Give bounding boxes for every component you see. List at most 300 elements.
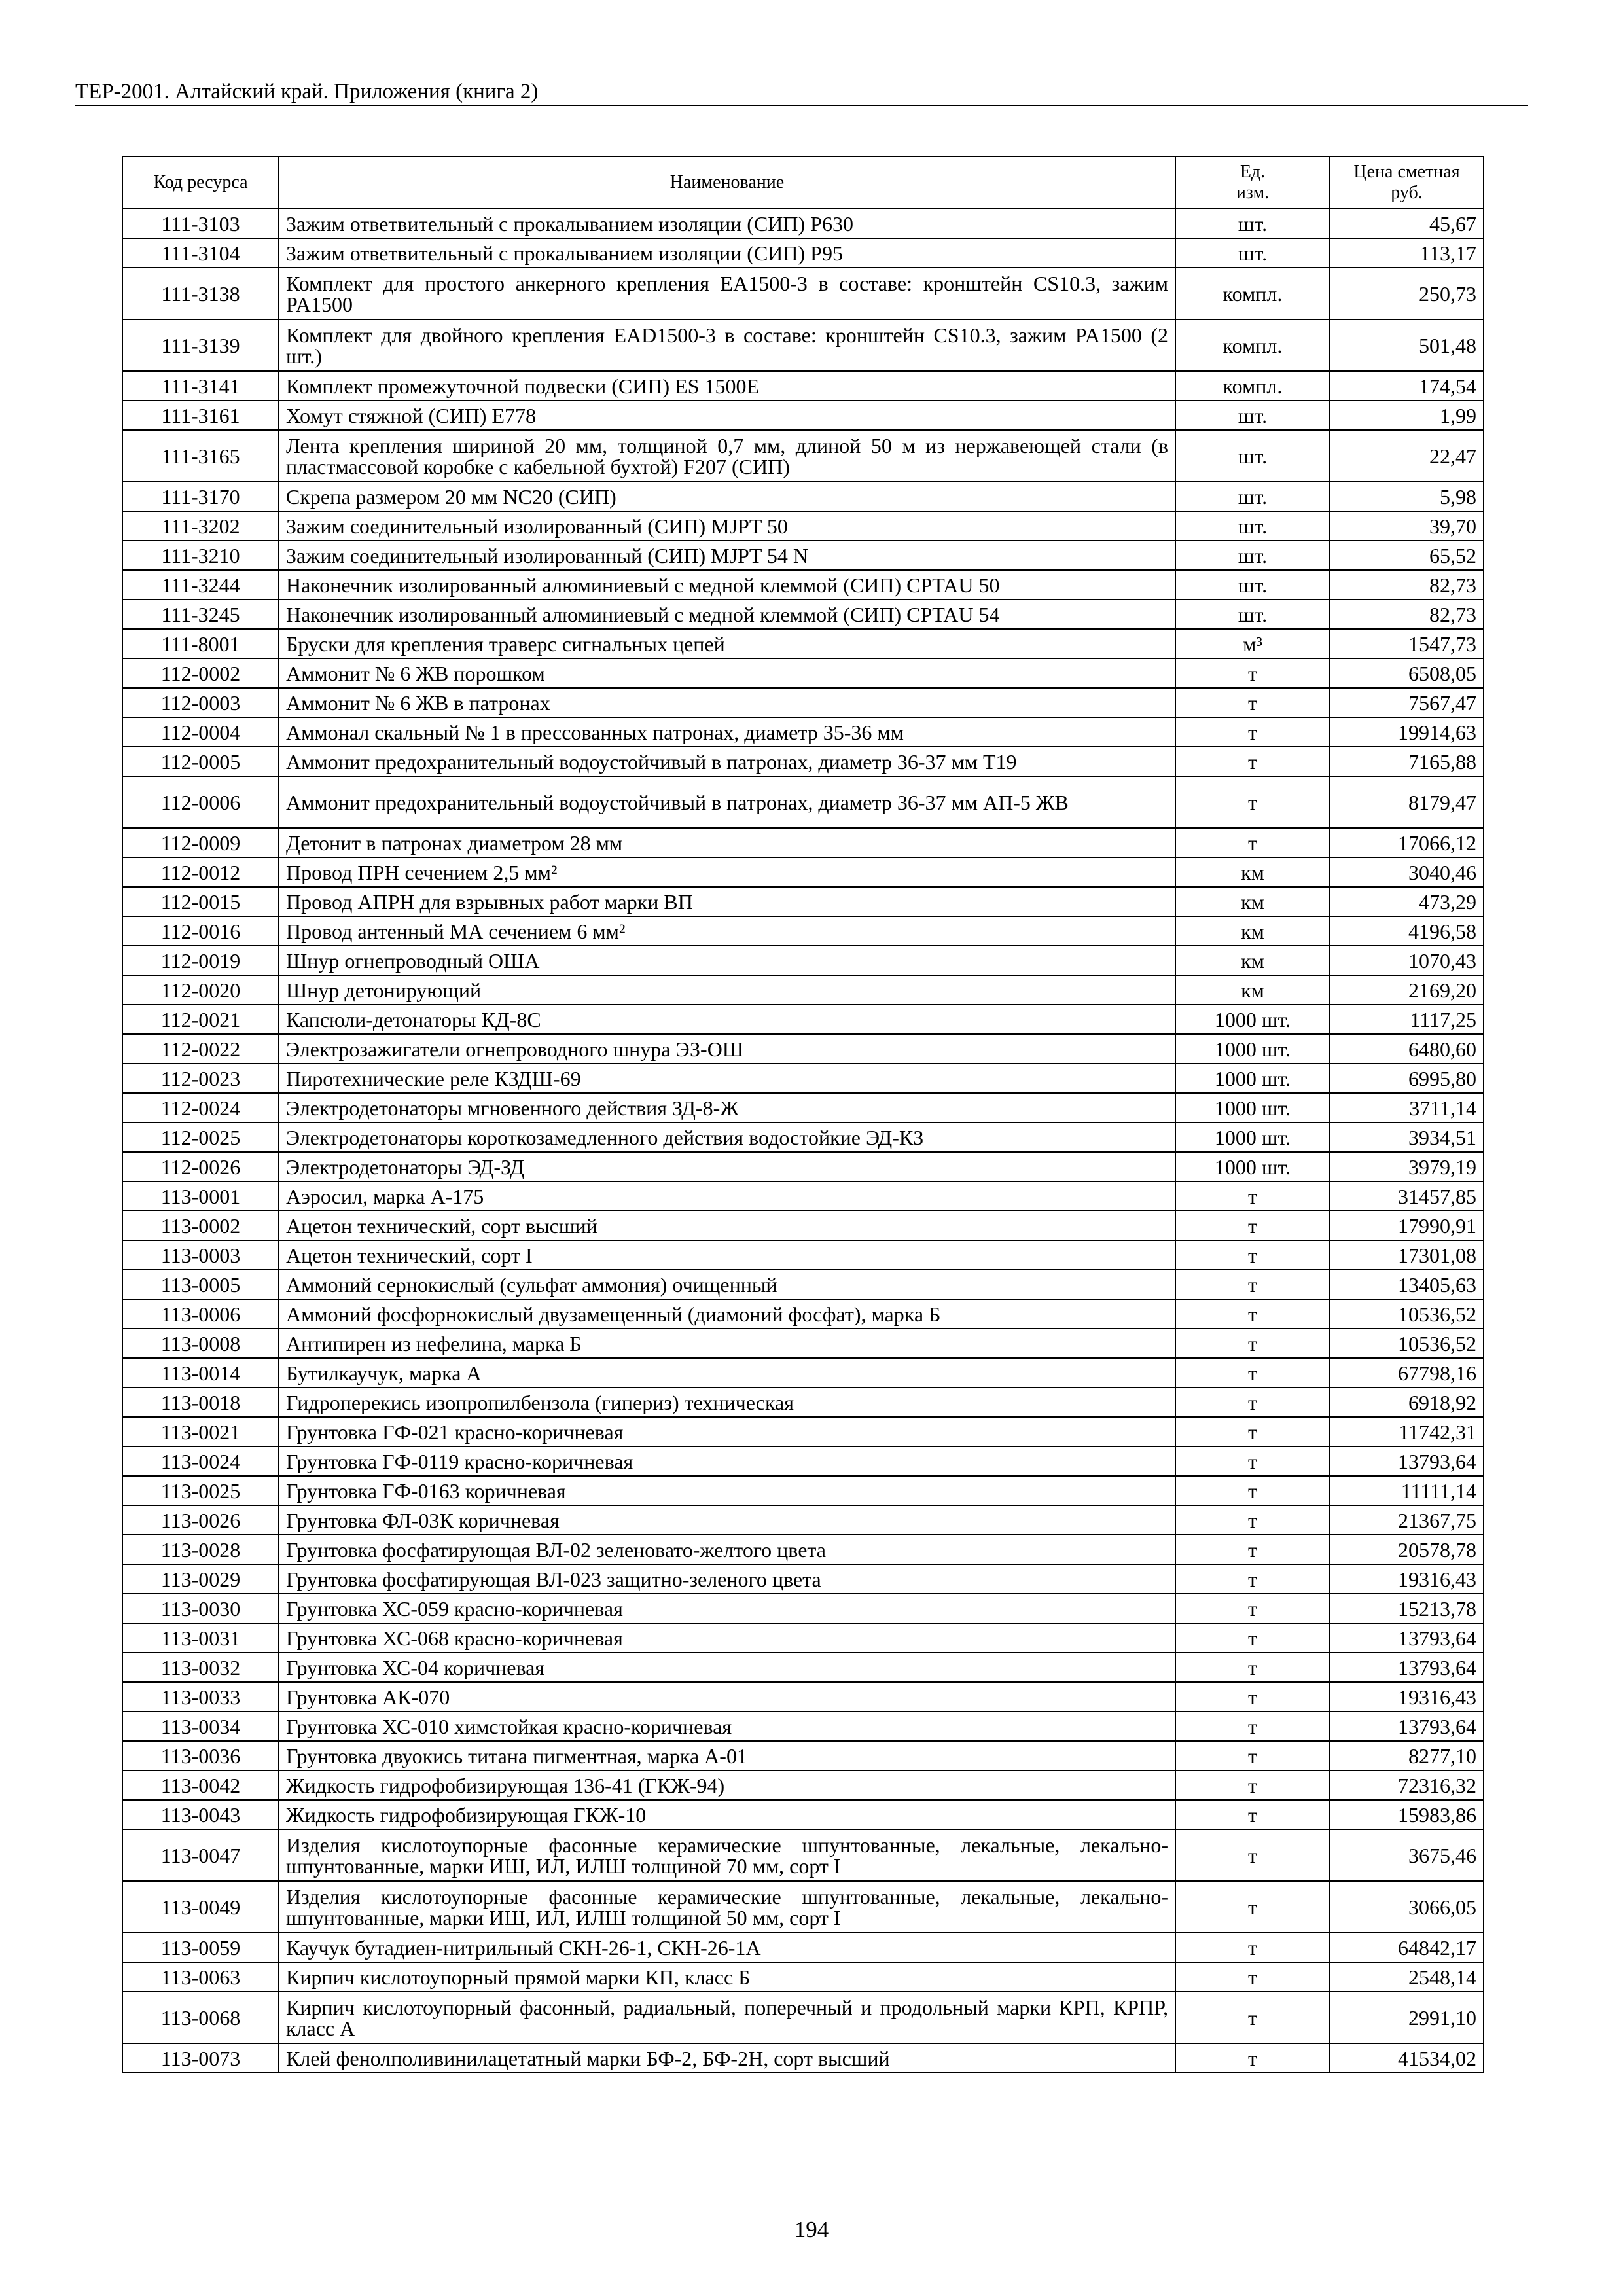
cell-code: 112-0005 [122, 747, 279, 776]
cell-price: 21367,75 [1330, 1505, 1484, 1535]
cell-price: 2991,10 [1330, 1992, 1484, 2043]
cell-code: 113-0025 [122, 1476, 279, 1505]
cell-unit: 1000 шт. [1175, 1152, 1330, 1181]
table-row [122, 658, 1484, 688]
table-row [122, 1741, 1484, 1770]
cell-price: 113,17 [1330, 238, 1484, 268]
table-row [122, 629, 1484, 658]
cell-unit: т [1175, 1881, 1330, 1933]
cell-price: 20578,78 [1330, 1535, 1484, 1564]
cell-code: 113-0029 [122, 1564, 279, 1594]
table-row [122, 1881, 1484, 1933]
cell-price: 6995,80 [1330, 1064, 1484, 1093]
table-row [122, 1152, 1484, 1181]
cell-price: 11111,14 [1330, 1476, 1484, 1505]
table-row [122, 1962, 1484, 1992]
table-row [122, 916, 1484, 946]
cell-name: Зажим соединительный изолированный (СИП) MJPT 54 N [279, 541, 1175, 570]
cell-price: 7567,47 [1330, 688, 1484, 717]
cell-unit: т [1175, 688, 1330, 717]
cell-code: 113-0026 [122, 1505, 279, 1535]
table-row [122, 1270, 1484, 1299]
cell-name: Скрепа размером 20 мм NC20 (СИП) [279, 482, 1175, 511]
cell-price: 15983,86 [1330, 1800, 1484, 1829]
cell-unit: т [1175, 1446, 1330, 1476]
cell-name: Кирпич кислотоупорный фасонный, радиальный, поперечный и продольный марки КРП, КРПР, класс А [279, 1992, 1175, 2043]
cell-unit: т [1175, 747, 1330, 776]
cell-name: Провод АПРН для взрывных работ марки ВП [279, 887, 1175, 916]
cell-unit: т [1175, 1505, 1330, 1535]
table-row [122, 1034, 1484, 1064]
cell-name: Хомут стяжной (СИП) Е778 [279, 401, 1175, 430]
cell-unit: т [1175, 1240, 1330, 1270]
cell-name: Грунтовка фосфатирующая ВЛ-023 защитно-зеленого цвета [279, 1564, 1175, 1594]
cell-price: 6918,92 [1330, 1388, 1484, 1417]
column-header-unit [1175, 156, 1330, 209]
cell-price: 65,52 [1330, 541, 1484, 570]
cell-name: Электродетонаторы ЭД-ЗД [279, 1152, 1175, 1181]
cell-unit: 1000 шт. [1175, 1034, 1330, 1064]
cell-unit: компл. [1175, 319, 1330, 371]
cell-price: 10536,52 [1330, 1329, 1484, 1358]
cell-name: Провод антенный МА сечением 6 мм² [279, 916, 1175, 946]
cell-code: 111-3245 [122, 600, 279, 629]
cell-name: Гидроперекись изопропилбензола (гипериз) техническая [279, 1388, 1175, 1417]
cell-unit: т [1175, 1933, 1330, 1962]
table-row [122, 1800, 1484, 1829]
cell-code: 113-0033 [122, 1682, 279, 1712]
table-row [122, 1122, 1484, 1152]
cell-price: 19316,43 [1330, 1682, 1484, 1712]
cell-price: 13793,64 [1330, 1712, 1484, 1741]
cell-code: 111-3103 [122, 209, 279, 238]
cell-name: Аммоний сернокислый (сульфат аммония) очищенный [279, 1270, 1175, 1299]
column-header-unit-line1: Ед. [1240, 162, 1266, 182]
cell-name: Аммонит № 6 ЖВ в патронах [279, 688, 1175, 717]
cell-unit: м³ [1175, 629, 1330, 658]
cell-unit: т [1175, 1299, 1330, 1329]
cell-name: Наконечник изолированный алюминиевый с медной клеммой (СИП) CPTAU 50 [279, 570, 1175, 600]
table-row [122, 1476, 1484, 1505]
table-row [122, 1388, 1484, 1417]
cell-price: 22,47 [1330, 430, 1484, 482]
cell-code: 113-0034 [122, 1712, 279, 1741]
cell-code: 111-3138 [122, 268, 279, 319]
cell-unit: шт. [1175, 430, 1330, 482]
table-row [122, 401, 1484, 430]
column-header-code: Код ресурса [122, 156, 279, 209]
cell-name: Жидкость гидрофобизирующая ГКЖ-10 [279, 1800, 1175, 1829]
cell-price: 13405,63 [1330, 1270, 1484, 1299]
cell-unit: 1000 шт. [1175, 1093, 1330, 1122]
cell-name: Зажим ответвительный с прокалыванием изоляции (СИП) Р630 [279, 209, 1175, 238]
cell-code: 111-3104 [122, 238, 279, 268]
cell-price: 17301,08 [1330, 1240, 1484, 1270]
cell-name: Аммонит предохранительный водоустойчивый в патронах, диаметр 36-37 мм Т19 [279, 747, 1175, 776]
running-header: ТЕР-2001. Алтайский край. Приложения (книга 2) [75, 80, 539, 103]
cell-price: 10536,52 [1330, 1299, 1484, 1329]
cell-unit: шт. [1175, 482, 1330, 511]
table-row [122, 1505, 1484, 1535]
cell-unit: т [1175, 1741, 1330, 1770]
cell-name: Капсюли-детонаторы КД-8С [279, 1005, 1175, 1034]
table-row [122, 1564, 1484, 1594]
cell-price: 501,48 [1330, 319, 1484, 371]
cell-name: Комплект для двойного крепления EAD1500-3 в составе: кронштейн CS10.3, зажим PA1500 (2 шт.) [279, 319, 1175, 371]
cell-name: Наконечник изолированный алюминиевый с медной клеммой (СИП) CPTAU 54 [279, 600, 1175, 629]
cell-code: 113-0068 [122, 1992, 279, 2043]
cell-name: Шнур детонирующий [279, 975, 1175, 1005]
cell-price: 174,54 [1330, 371, 1484, 401]
cell-code: 112-0009 [122, 828, 279, 857]
cell-code: 113-0018 [122, 1388, 279, 1417]
cell-code: 113-0005 [122, 1270, 279, 1299]
cell-code: 112-0006 [122, 776, 279, 828]
cell-unit: т [1175, 1181, 1330, 1211]
table-row [122, 1329, 1484, 1358]
cell-unit: км [1175, 975, 1330, 1005]
cell-name: Каучук бутадиен-нитрильный СКН-26-1, СКН-26-1А [279, 1933, 1175, 1962]
table-row [122, 600, 1484, 629]
table-row [122, 1594, 1484, 1623]
table-row [122, 1211, 1484, 1240]
table-row [122, 1446, 1484, 1476]
cell-name: Изделия кислотоупорные фасонные керамические шпунтованные, лекальные, лекально-шпунтованные, марки ИШ, ИЛ, ИЛШ толщиной 70 мм, сорт I [279, 1829, 1175, 1881]
cell-unit: т [1175, 1594, 1330, 1623]
cell-unit: шт. [1175, 209, 1330, 238]
cell-price: 4196,58 [1330, 916, 1484, 946]
cell-price: 5,98 [1330, 482, 1484, 511]
cell-unit: т [1175, 717, 1330, 747]
table-row [122, 1992, 1484, 2043]
cell-name: Грунтовка АК-070 [279, 1682, 1175, 1712]
cell-code: 113-0049 [122, 1881, 279, 1933]
cell-code: 111-3202 [122, 511, 279, 541]
cell-unit: т [1175, 1992, 1330, 2043]
cell-unit: т [1175, 1770, 1330, 1800]
cell-code: 113-0024 [122, 1446, 279, 1476]
table-row [122, 511, 1484, 541]
cell-unit: т [1175, 1829, 1330, 1881]
table-row [122, 688, 1484, 717]
table-row [122, 776, 1484, 828]
cell-price: 31457,85 [1330, 1181, 1484, 1211]
cell-code: 112-0012 [122, 857, 279, 887]
cell-code: 111-8001 [122, 629, 279, 658]
cell-unit: т [1175, 1962, 1330, 1992]
table-row [122, 1933, 1484, 1962]
cell-price: 6480,60 [1330, 1034, 1484, 1064]
cell-price: 64842,17 [1330, 1933, 1484, 1962]
table-row [122, 1712, 1484, 1741]
table-row [122, 1623, 1484, 1653]
cell-code: 112-0019 [122, 946, 279, 975]
cell-price: 3675,46 [1330, 1829, 1484, 1881]
cell-name: Грунтовка ГФ-0119 красно-коричневая [279, 1446, 1175, 1476]
cell-unit: т [1175, 1800, 1330, 1829]
cell-code: 113-0001 [122, 1181, 279, 1211]
cell-price: 19914,63 [1330, 717, 1484, 747]
cell-unit: шт. [1175, 570, 1330, 600]
cell-name: Грунтовка ХС-068 красно-коричневая [279, 1623, 1175, 1653]
cell-unit: т [1175, 658, 1330, 688]
cell-code: 113-0042 [122, 1770, 279, 1800]
cell-unit: т [1175, 1682, 1330, 1712]
cell-name: Пиротехнические реле КЗДШ-69 [279, 1064, 1175, 1093]
cell-code: 112-0024 [122, 1093, 279, 1122]
cell-code: 113-0030 [122, 1594, 279, 1623]
table-row [122, 887, 1484, 916]
cell-price: 17990,91 [1330, 1211, 1484, 1240]
cell-name: Грунтовка ХС-04 коричневая [279, 1653, 1175, 1682]
cell-code: 113-0031 [122, 1623, 279, 1653]
cell-code: 111-3161 [122, 401, 279, 430]
cell-code: 111-3210 [122, 541, 279, 570]
cell-name: Грунтовка ФЛ-03К коричневая [279, 1505, 1175, 1535]
cell-code: 113-0073 [122, 2043, 279, 2073]
table-row [122, 2043, 1484, 2073]
cell-name: Аммонит предохранительный водоустойчивый в патронах, диаметр 36-37 мм АП-5 ЖВ [279, 776, 1175, 828]
cell-price: 1,99 [1330, 401, 1484, 430]
cell-unit: шт. [1175, 401, 1330, 430]
table-row [122, 1535, 1484, 1564]
cell-name: Электродетонаторы короткозамедленного действия водостойкие ЭД-КЗ [279, 1122, 1175, 1152]
table-row [122, 1770, 1484, 1800]
cell-unit: т [1175, 2043, 1330, 2073]
cell-name: Грунтовка двуокись титана пигментная, марка А-01 [279, 1741, 1175, 1770]
cell-unit: т [1175, 776, 1330, 828]
cell-name: Грунтовка фосфатирующая ВЛ-02 зеленовато-желтого цвета [279, 1535, 1175, 1564]
cell-unit: т [1175, 1358, 1330, 1388]
cell-name: Бруски для крепления траверс сигнальных цепей [279, 629, 1175, 658]
cell-name: Антипирен из нефелина, марка Б [279, 1329, 1175, 1358]
table-row [122, 1005, 1484, 1034]
cell-code: 112-0002 [122, 658, 279, 688]
cell-price: 3711,14 [1330, 1093, 1484, 1122]
table-row [122, 1417, 1484, 1446]
cell-price: 1117,25 [1330, 1005, 1484, 1034]
cell-name: Кирпич кислотоупорный прямой марки КП, класс Б [279, 1962, 1175, 1992]
cell-price: 250,73 [1330, 268, 1484, 319]
cell-code: 113-0028 [122, 1535, 279, 1564]
table-row [122, 1358, 1484, 1388]
cell-code: 112-0016 [122, 916, 279, 946]
table-row [122, 482, 1484, 511]
cell-unit: т [1175, 828, 1330, 857]
cell-price: 3040,46 [1330, 857, 1484, 887]
cell-unit: т [1175, 1417, 1330, 1446]
cell-code: 113-0021 [122, 1417, 279, 1446]
cell-code: 113-0063 [122, 1962, 279, 1992]
cell-price: 13793,64 [1330, 1653, 1484, 1682]
cell-code: 111-3139 [122, 319, 279, 371]
cell-name: Электрозажигатели огнепроводного шнура ЭЗ-ОШ [279, 1034, 1175, 1064]
cell-unit: т [1175, 1388, 1330, 1417]
cell-unit: т [1175, 1535, 1330, 1564]
cell-unit: т [1175, 1329, 1330, 1358]
table-row [122, 319, 1484, 371]
table-header-row [122, 156, 1484, 209]
cell-unit: т [1175, 1712, 1330, 1741]
page-number: 194 [794, 2217, 829, 2242]
cell-code: 113-0008 [122, 1329, 279, 1358]
table-row [122, 268, 1484, 319]
cell-code: 112-0015 [122, 887, 279, 916]
cell-name: Аммонит № 6 ЖВ порошком [279, 658, 1175, 688]
cell-price: 6508,05 [1330, 658, 1484, 688]
cell-code: 113-0003 [122, 1240, 279, 1270]
table-row [122, 747, 1484, 776]
table-row [122, 1093, 1484, 1122]
cell-code: 113-0036 [122, 1741, 279, 1770]
table-row [122, 857, 1484, 887]
cell-name: Клей фенолполивинилацетатный марки БФ-2, БФ-2Н, сорт высший [279, 2043, 1175, 2073]
cell-price: 19316,43 [1330, 1564, 1484, 1594]
cell-name: Зажим ответвительный с прокалыванием изоляции (СИП) Р95 [279, 238, 1175, 268]
cell-unit: км [1175, 916, 1330, 946]
cell-code: 113-0006 [122, 1299, 279, 1329]
cell-price: 1070,43 [1330, 946, 1484, 975]
cell-price: 39,70 [1330, 511, 1484, 541]
cell-name: Ацетон технический, сорт высший [279, 1211, 1175, 1240]
table-row [122, 1064, 1484, 1093]
cell-price: 7165,88 [1330, 747, 1484, 776]
column-header-price-line1: Цена сметная [1353, 162, 1460, 182]
cell-price: 45,67 [1330, 209, 1484, 238]
cell-name: Грунтовка ХС-059 красно-коричневая [279, 1594, 1175, 1623]
cell-price: 8277,10 [1330, 1741, 1484, 1770]
column-header-unit-line2: изм. [1236, 183, 1270, 203]
column-header-price [1330, 156, 1484, 209]
cell-price: 2548,14 [1330, 1962, 1484, 1992]
cell-code: 113-0043 [122, 1800, 279, 1829]
cell-name: Лента крепления шириной 20 мм, толщиной 0,7 мм, длиной 50 м из нержавеющей стали (в пластмассовой коробке с кабельной бухтой) F207 (СИП) [279, 430, 1175, 482]
cell-price: 13793,64 [1330, 1446, 1484, 1476]
table-row [122, 238, 1484, 268]
cell-unit: т [1175, 1564, 1330, 1594]
cell-name: Изделия кислотоупорные фасонные керамические шпунтованные, лекальные, лекально-шпунтованные, марки ИШ, ИЛ, ИЛШ толщиной 50 мм, сорт I [279, 1881, 1175, 1933]
cell-price: 8179,47 [1330, 776, 1484, 828]
cell-price: 11742,31 [1330, 1417, 1484, 1446]
cell-price: 13793,64 [1330, 1623, 1484, 1653]
column-header-price-line2: руб. [1391, 183, 1423, 203]
table-row [122, 570, 1484, 600]
cell-price: 1547,73 [1330, 629, 1484, 658]
cell-code: 113-0014 [122, 1358, 279, 1388]
column-header-name: Наименование [279, 156, 1175, 209]
cell-price: 3934,51 [1330, 1122, 1484, 1152]
table-row [122, 828, 1484, 857]
cell-name: Провод ПРН сечением 2,5 мм² [279, 857, 1175, 887]
cell-unit: км [1175, 946, 1330, 975]
cell-price: 17066,12 [1330, 828, 1484, 857]
table-row [122, 1653, 1484, 1682]
resource-price-table [122, 156, 1484, 2073]
cell-name: Зажим соединительный изолированный (СИП) MJPT 50 [279, 511, 1175, 541]
cell-code: 112-0004 [122, 717, 279, 747]
cell-price: 3066,05 [1330, 1881, 1484, 1933]
cell-price: 67798,16 [1330, 1358, 1484, 1388]
table-row [122, 946, 1484, 975]
cell-unit: т [1175, 1211, 1330, 1240]
cell-code: 111-3141 [122, 371, 279, 401]
table-row [122, 1682, 1484, 1712]
cell-name: Шнур огнепроводный ОША [279, 946, 1175, 975]
cell-unit: км [1175, 887, 1330, 916]
cell-unit: компл. [1175, 371, 1330, 401]
cell-code: 113-0059 [122, 1933, 279, 1962]
cell-name: Грунтовка ГФ-0163 коричневая [279, 1476, 1175, 1505]
table-row [122, 430, 1484, 482]
cell-price: 41534,02 [1330, 2043, 1484, 2073]
cell-name: Жидкость гидрофобизирующая 136-41 (ГКЖ-94) [279, 1770, 1175, 1800]
cell-code: 112-0026 [122, 1152, 279, 1181]
cell-price: 15213,78 [1330, 1594, 1484, 1623]
cell-code: 113-0002 [122, 1211, 279, 1240]
cell-name: Грунтовка ГФ-021 красно-коричневая [279, 1417, 1175, 1446]
cell-unit: компл. [1175, 268, 1330, 319]
cell-name: Аммонал скальный № 1 в прессованных патронах, диаметр 35-36 мм [279, 717, 1175, 747]
cell-unit: шт. [1175, 238, 1330, 268]
cell-name: Бутилкаучук, марка А [279, 1358, 1175, 1388]
cell-name: Ацетон технический, сорт I [279, 1240, 1175, 1270]
cell-code: 112-0003 [122, 688, 279, 717]
cell-name: Грунтовка ХС-010 химстойкая красно-коричневая [279, 1712, 1175, 1741]
cell-name: Электродетонаторы мгновенного действия ЗД-8-Ж [279, 1093, 1175, 1122]
cell-price: 82,73 [1330, 570, 1484, 600]
table-row [122, 1240, 1484, 1270]
cell-unit: т [1175, 1653, 1330, 1682]
table-row [122, 209, 1484, 238]
table-row [122, 1829, 1484, 1881]
cell-price: 2169,20 [1330, 975, 1484, 1005]
cell-unit: т [1175, 1623, 1330, 1653]
cell-unit: шт. [1175, 600, 1330, 629]
header-rule [75, 105, 1528, 106]
cell-price: 473,29 [1330, 887, 1484, 916]
cell-code: 112-0021 [122, 1005, 279, 1034]
cell-unit: шт. [1175, 511, 1330, 541]
cell-unit: км [1175, 857, 1330, 887]
cell-code: 112-0020 [122, 975, 279, 1005]
cell-name: Аммоний фосфорнокислый двузамещенный (диамоний фосфат), марка Б [279, 1299, 1175, 1329]
cell-code: 112-0023 [122, 1064, 279, 1093]
table-row [122, 371, 1484, 401]
cell-name: Комплект для простого анкерного крепления ЕА1500-3 в составе: кронштейн CS10.3, зажим PA1500 [279, 268, 1175, 319]
table-row [122, 1181, 1484, 1211]
table-row [122, 541, 1484, 570]
cell-unit: шт. [1175, 541, 1330, 570]
table-row [122, 975, 1484, 1005]
cell-price: 72316,32 [1330, 1770, 1484, 1800]
cell-unit: т [1175, 1270, 1330, 1299]
table-row [122, 717, 1484, 747]
cell-unit: 1000 шт. [1175, 1122, 1330, 1152]
cell-price: 82,73 [1330, 600, 1484, 629]
cell-code: 112-0022 [122, 1034, 279, 1064]
cell-code: 113-0032 [122, 1653, 279, 1682]
cell-code: 111-3244 [122, 570, 279, 600]
cell-unit: 1000 шт. [1175, 1005, 1330, 1034]
cell-unit: т [1175, 1476, 1330, 1505]
table-row [122, 1299, 1484, 1329]
table-body [122, 209, 1484, 2073]
cell-name: Комплект промежуточной подвески (СИП) ES 1500E [279, 371, 1175, 401]
cell-code: 112-0025 [122, 1122, 279, 1152]
cell-name: Аэросил, марка А-175 [279, 1181, 1175, 1211]
cell-price: 3979,19 [1330, 1152, 1484, 1181]
cell-code: 113-0047 [122, 1829, 279, 1881]
